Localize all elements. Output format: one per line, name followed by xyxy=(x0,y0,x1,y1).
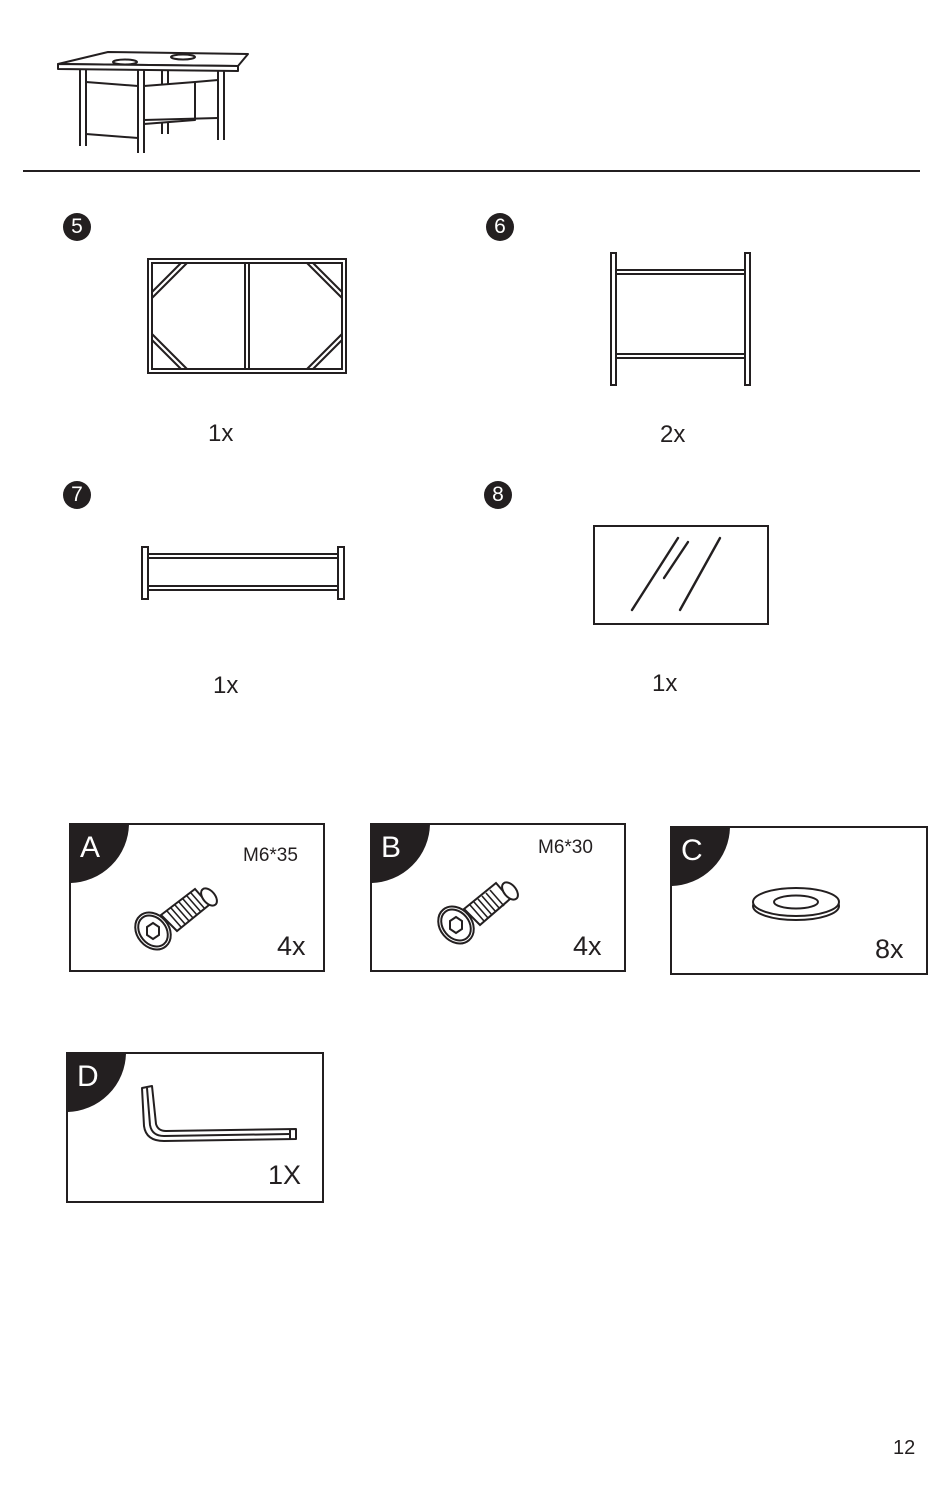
part-quantity: 1x xyxy=(652,670,678,697)
hardware-quantity: 4x xyxy=(573,931,602,961)
hardware-quantity: 1X xyxy=(268,1160,302,1190)
glass-top-icon xyxy=(592,524,770,626)
hardware-card-b xyxy=(370,823,626,972)
bolt-icon xyxy=(133,881,223,955)
hardware-letter: A xyxy=(80,831,101,864)
hardware-spec: M6*30 xyxy=(538,837,593,858)
side-leg-panel-icon xyxy=(608,250,754,388)
hardware-letter: C xyxy=(681,834,703,867)
page-number: 12 xyxy=(893,1437,916,1459)
part-number-badge: 8 xyxy=(484,481,512,509)
hardware-letter: B xyxy=(381,831,402,864)
hardware-spec: M6*35 xyxy=(243,845,298,866)
allen-key-icon xyxy=(130,1080,302,1146)
part-number-badge: 7 xyxy=(63,481,91,509)
crossbar-icon xyxy=(140,544,346,602)
desk-overview-icon xyxy=(50,40,260,160)
hardware-quantity: 4x xyxy=(277,931,306,961)
hardware-quantity: 8x xyxy=(875,934,904,964)
hardware-letter: D xyxy=(77,1060,99,1093)
washer-icon xyxy=(750,886,842,924)
frame-panel-icon xyxy=(147,258,347,374)
hardware-card-a xyxy=(69,823,325,972)
part-number-badge: 5 xyxy=(63,213,91,241)
part-number-badge: 6 xyxy=(486,213,514,241)
part-quantity: 1x xyxy=(213,672,239,699)
part-quantity: 1x xyxy=(208,420,234,447)
header-divider xyxy=(23,170,920,172)
hardware-card-c xyxy=(670,826,928,975)
hardware-card-d xyxy=(66,1052,324,1203)
part-quantity: 2x xyxy=(660,421,686,448)
bolt-icon xyxy=(436,875,526,949)
